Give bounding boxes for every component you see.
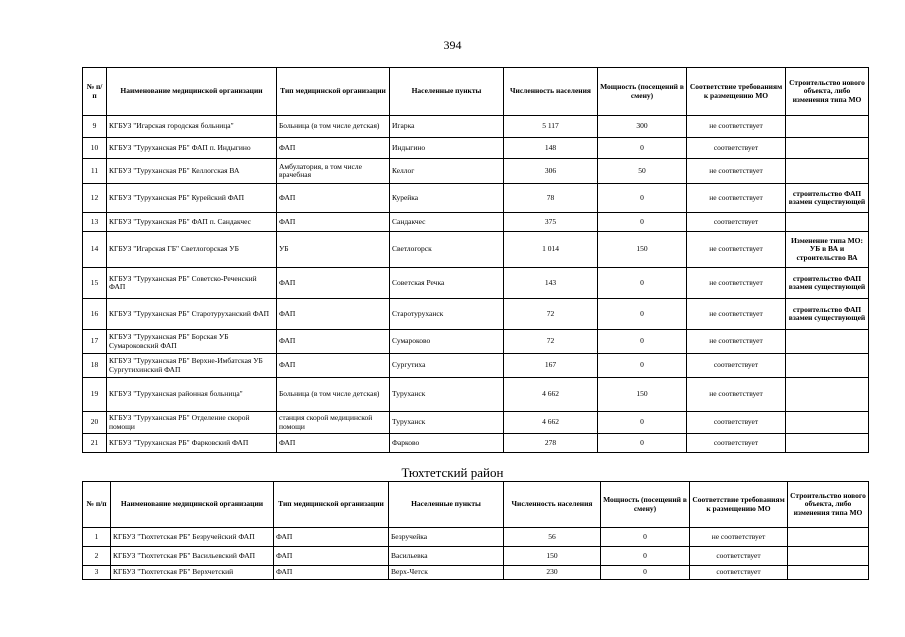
cell-construction [788, 547, 869, 566]
cell-construction: строительство ФАП взамен существующей [786, 299, 869, 330]
cell-compliance: соответствует [690, 566, 788, 580]
cell-settlement: Фарково [390, 434, 504, 453]
cell-num: 17 [83, 330, 107, 354]
cell-compliance: не соответствует [687, 299, 786, 330]
cell-construction [786, 412, 869, 434]
cell-name: КГБУЗ "Туруханская РБ" Отделение скорой помощи [107, 412, 277, 434]
cell-name: КГБУЗ "Туруханская районная больница" [107, 378, 277, 412]
facilities-table-turukhansk [82, 67, 869, 453]
table-row [83, 566, 869, 580]
cell-settlement: Туруханск [390, 378, 504, 412]
cell-capacity: 0 [598, 412, 687, 434]
cell-name: КГБУЗ "Туруханская РБ" Келлогская ВА [107, 159, 277, 184]
header-num: № п/п [83, 68, 107, 116]
cell-population: 375 [504, 213, 598, 232]
cell-num: 13 [83, 213, 107, 232]
cell-num: 12 [83, 184, 107, 213]
cell-capacity: 0 [598, 434, 687, 453]
header-name: Наименование медицинской организации [107, 68, 277, 116]
table-row [83, 116, 869, 138]
cell-num: 14 [83, 232, 107, 268]
cell-num: 3 [83, 566, 111, 580]
cell-settlement: Сургутиха [390, 354, 504, 378]
cell-name: КГБУЗ "Туруханская РБ" ФАП п. Индыгино [107, 138, 277, 159]
cell-num: 15 [83, 268, 107, 299]
cell-construction [786, 434, 869, 453]
cell-compliance: не соответствует [687, 159, 786, 184]
cell-compliance: не соответствует [687, 116, 786, 138]
cell-population: 306 [504, 159, 598, 184]
cell-name: КГБУЗ "Туруханская РБ" Курейский ФАП [107, 184, 277, 213]
cell-settlement: Игарка [390, 116, 504, 138]
cell-capacity: 0 [598, 138, 687, 159]
header-settlement: Населенные пункты [389, 482, 504, 528]
cell-compliance: не соответствует [687, 184, 786, 213]
cell-population: 56 [504, 528, 601, 547]
header-population: Численность населения [504, 68, 598, 116]
header-capacity: Мощность (посещений в смену) [598, 68, 687, 116]
cell-num: 20 [83, 412, 107, 434]
cell-type: Больница (в том числе детская) [277, 378, 390, 412]
cell-construction [786, 213, 869, 232]
cell-population: 230 [504, 566, 601, 580]
cell-type: ФАП [277, 434, 390, 453]
cell-population: 167 [504, 354, 598, 378]
table-row [83, 299, 869, 330]
cell-name: КГБУЗ "Туруханская РБ" Борская УБ Сумароковский ФАП [107, 330, 277, 354]
cell-type: Амбулатория, в том числе врачебная [277, 159, 390, 184]
cell-num: 2 [83, 547, 111, 566]
cell-settlement: Келлог [390, 159, 504, 184]
cell-compliance: не соответствует [690, 528, 788, 547]
cell-compliance: соответствует [687, 138, 786, 159]
table-row [83, 138, 869, 159]
header-settlement: Населенные пункты [390, 68, 504, 116]
cell-type: ФАП [274, 528, 389, 547]
cell-name: КГБУЗ "Игарская ГБ" Светлогорская УБ [107, 232, 277, 268]
table-header-row [83, 68, 869, 116]
cell-construction [786, 116, 869, 138]
cell-num: 16 [83, 299, 107, 330]
cell-type: УБ [277, 232, 390, 268]
page-number: 394 [443, 38, 462, 52]
table-row [83, 528, 869, 547]
cell-capacity: 50 [598, 159, 687, 184]
table-row [83, 354, 869, 378]
table-row [83, 547, 869, 566]
cell-compliance: не соответствует [687, 378, 786, 412]
table-row [83, 268, 869, 299]
cell-settlement: Туруханск [390, 412, 504, 434]
header-capacity: Мощность (посещений в смену) [601, 482, 690, 528]
table-row [83, 378, 869, 412]
cell-settlement: Сумароково [390, 330, 504, 354]
header-num: № п/п [83, 482, 111, 528]
facilities-table-tyukhtet [82, 481, 869, 580]
cell-construction: строительство ФАП взамен существующей [786, 268, 869, 299]
cell-name: КГБУЗ "Тюхтетская РБ" Верхчетский [111, 566, 274, 580]
cell-settlement: Индыгино [390, 138, 504, 159]
header-compliance: Соответствие требованиям к размещению МО [687, 68, 786, 116]
cell-construction [786, 138, 869, 159]
table-row [83, 159, 869, 184]
cell-name: КГБУЗ "Туруханская РБ" ФАП п. Сандакчес [107, 213, 277, 232]
cell-settlement: Советская Речка [390, 268, 504, 299]
cell-capacity: 150 [598, 378, 687, 412]
header-construction: Строительство нового объекта, либо изменения типа МО [788, 482, 869, 528]
cell-capacity: 0 [601, 528, 690, 547]
cell-num: 19 [83, 378, 107, 412]
cell-name: КГБУЗ "Туруханская РБ" Верхне-Имбатская УБ Сургутихинский ФАП [107, 354, 277, 378]
cell-population: 4 662 [504, 378, 598, 412]
cell-capacity: 0 [601, 566, 690, 580]
cell-settlement: Сандакчес [390, 213, 504, 232]
cell-capacity: 150 [598, 232, 687, 268]
cell-num: 18 [83, 354, 107, 378]
cell-type: ФАП [274, 547, 389, 566]
header-population: Численность населения [504, 482, 601, 528]
cell-construction: Изменение типа МО: УБ в ВА и строительство ВА [786, 232, 869, 268]
cell-name: КГБУЗ "Тюхтетская РБ" Безручейский ФАП [111, 528, 274, 547]
table-row [83, 412, 869, 434]
cell-compliance: не соответствует [687, 330, 786, 354]
header-compliance: Соответствие требованиям к размещению МО [690, 482, 788, 528]
cell-type: ФАП [274, 566, 389, 580]
cell-compliance: соответствует [687, 412, 786, 434]
cell-name: КГБУЗ "Игарская городская больница" [107, 116, 277, 138]
cell-compliance: соответствует [687, 434, 786, 453]
cell-num: 10 [83, 138, 107, 159]
cell-settlement: Безручейка [389, 528, 504, 547]
cell-population: 72 [504, 299, 598, 330]
cell-compliance: не соответствует [687, 268, 786, 299]
cell-construction [786, 378, 869, 412]
cell-num: 9 [83, 116, 107, 138]
cell-population: 72 [504, 330, 598, 354]
cell-settlement: Васильевка [389, 547, 504, 566]
cell-type: ФАП [277, 138, 390, 159]
cell-settlement: Старотуруханск [390, 299, 504, 330]
cell-type: ФАП [277, 184, 390, 213]
table-row [83, 330, 869, 354]
header-type: Тип медицинской организации [274, 482, 389, 528]
cell-compliance: соответствует [687, 354, 786, 378]
cell-name: КГБУЗ "Туруханская РБ" Фарковский ФАП [107, 434, 277, 453]
cell-type: ФАП [277, 354, 390, 378]
cell-construction [786, 159, 869, 184]
cell-construction [788, 528, 869, 547]
cell-population: 1 014 [504, 232, 598, 268]
cell-num: 21 [83, 434, 107, 453]
header-construction: Строительство нового объекта, либо изменения типа МО [786, 68, 869, 116]
cell-construction [786, 330, 869, 354]
cell-type: ФАП [277, 330, 390, 354]
cell-name: КГБУЗ "Туруханская РБ" Советско-Реченский ФАП [107, 268, 277, 299]
cell-construction [788, 566, 869, 580]
table-row [83, 184, 869, 213]
cell-population: 143 [504, 268, 598, 299]
cell-compliance: соответствует [690, 547, 788, 566]
cell-population: 278 [504, 434, 598, 453]
table-row [83, 434, 869, 453]
header-type: Тип медицинской организации [277, 68, 390, 116]
cell-construction [786, 354, 869, 378]
cell-type: Больница (в том числе детская) [277, 116, 390, 138]
cell-settlement: Курейка [390, 184, 504, 213]
cell-capacity: 0 [601, 547, 690, 566]
cell-capacity: 0 [598, 268, 687, 299]
table-header-row [83, 482, 869, 528]
cell-type: станция скорой медицинской помощи [277, 412, 390, 434]
cell-population: 5 117 [504, 116, 598, 138]
cell-capacity: 0 [598, 213, 687, 232]
cell-population: 4 662 [504, 412, 598, 434]
header-name: Наименование медицинской организации [111, 482, 274, 528]
cell-num: 11 [83, 159, 107, 184]
cell-num: 1 [83, 528, 111, 547]
cell-capacity: 0 [598, 184, 687, 213]
cell-type: ФАП [277, 268, 390, 299]
cell-population: 78 [504, 184, 598, 213]
cell-compliance: не соответствует [687, 232, 786, 268]
cell-population: 148 [504, 138, 598, 159]
cell-type: ФАП [277, 299, 390, 330]
cell-settlement: Светлогорск [390, 232, 504, 268]
table-row [83, 213, 869, 232]
table-row [83, 232, 869, 268]
cell-compliance: соответствует [687, 213, 786, 232]
cell-capacity: 0 [598, 354, 687, 378]
cell-name: КГБУЗ "Тюхтетская РБ" Васильевский ФАП [111, 547, 274, 566]
cell-capacity: 0 [598, 299, 687, 330]
cell-construction: строительство ФАП взамен существующей [786, 184, 869, 213]
cell-type: ФАП [277, 213, 390, 232]
cell-settlement: Верх-Четск [389, 566, 504, 580]
cell-population: 150 [504, 547, 601, 566]
district-title: Тюхтетский район [401, 465, 504, 480]
cell-capacity: 0 [598, 330, 687, 354]
cell-name: КГБУЗ "Туруханская РБ" Старотуруханский ФАП [107, 299, 277, 330]
cell-capacity: 300 [598, 116, 687, 138]
